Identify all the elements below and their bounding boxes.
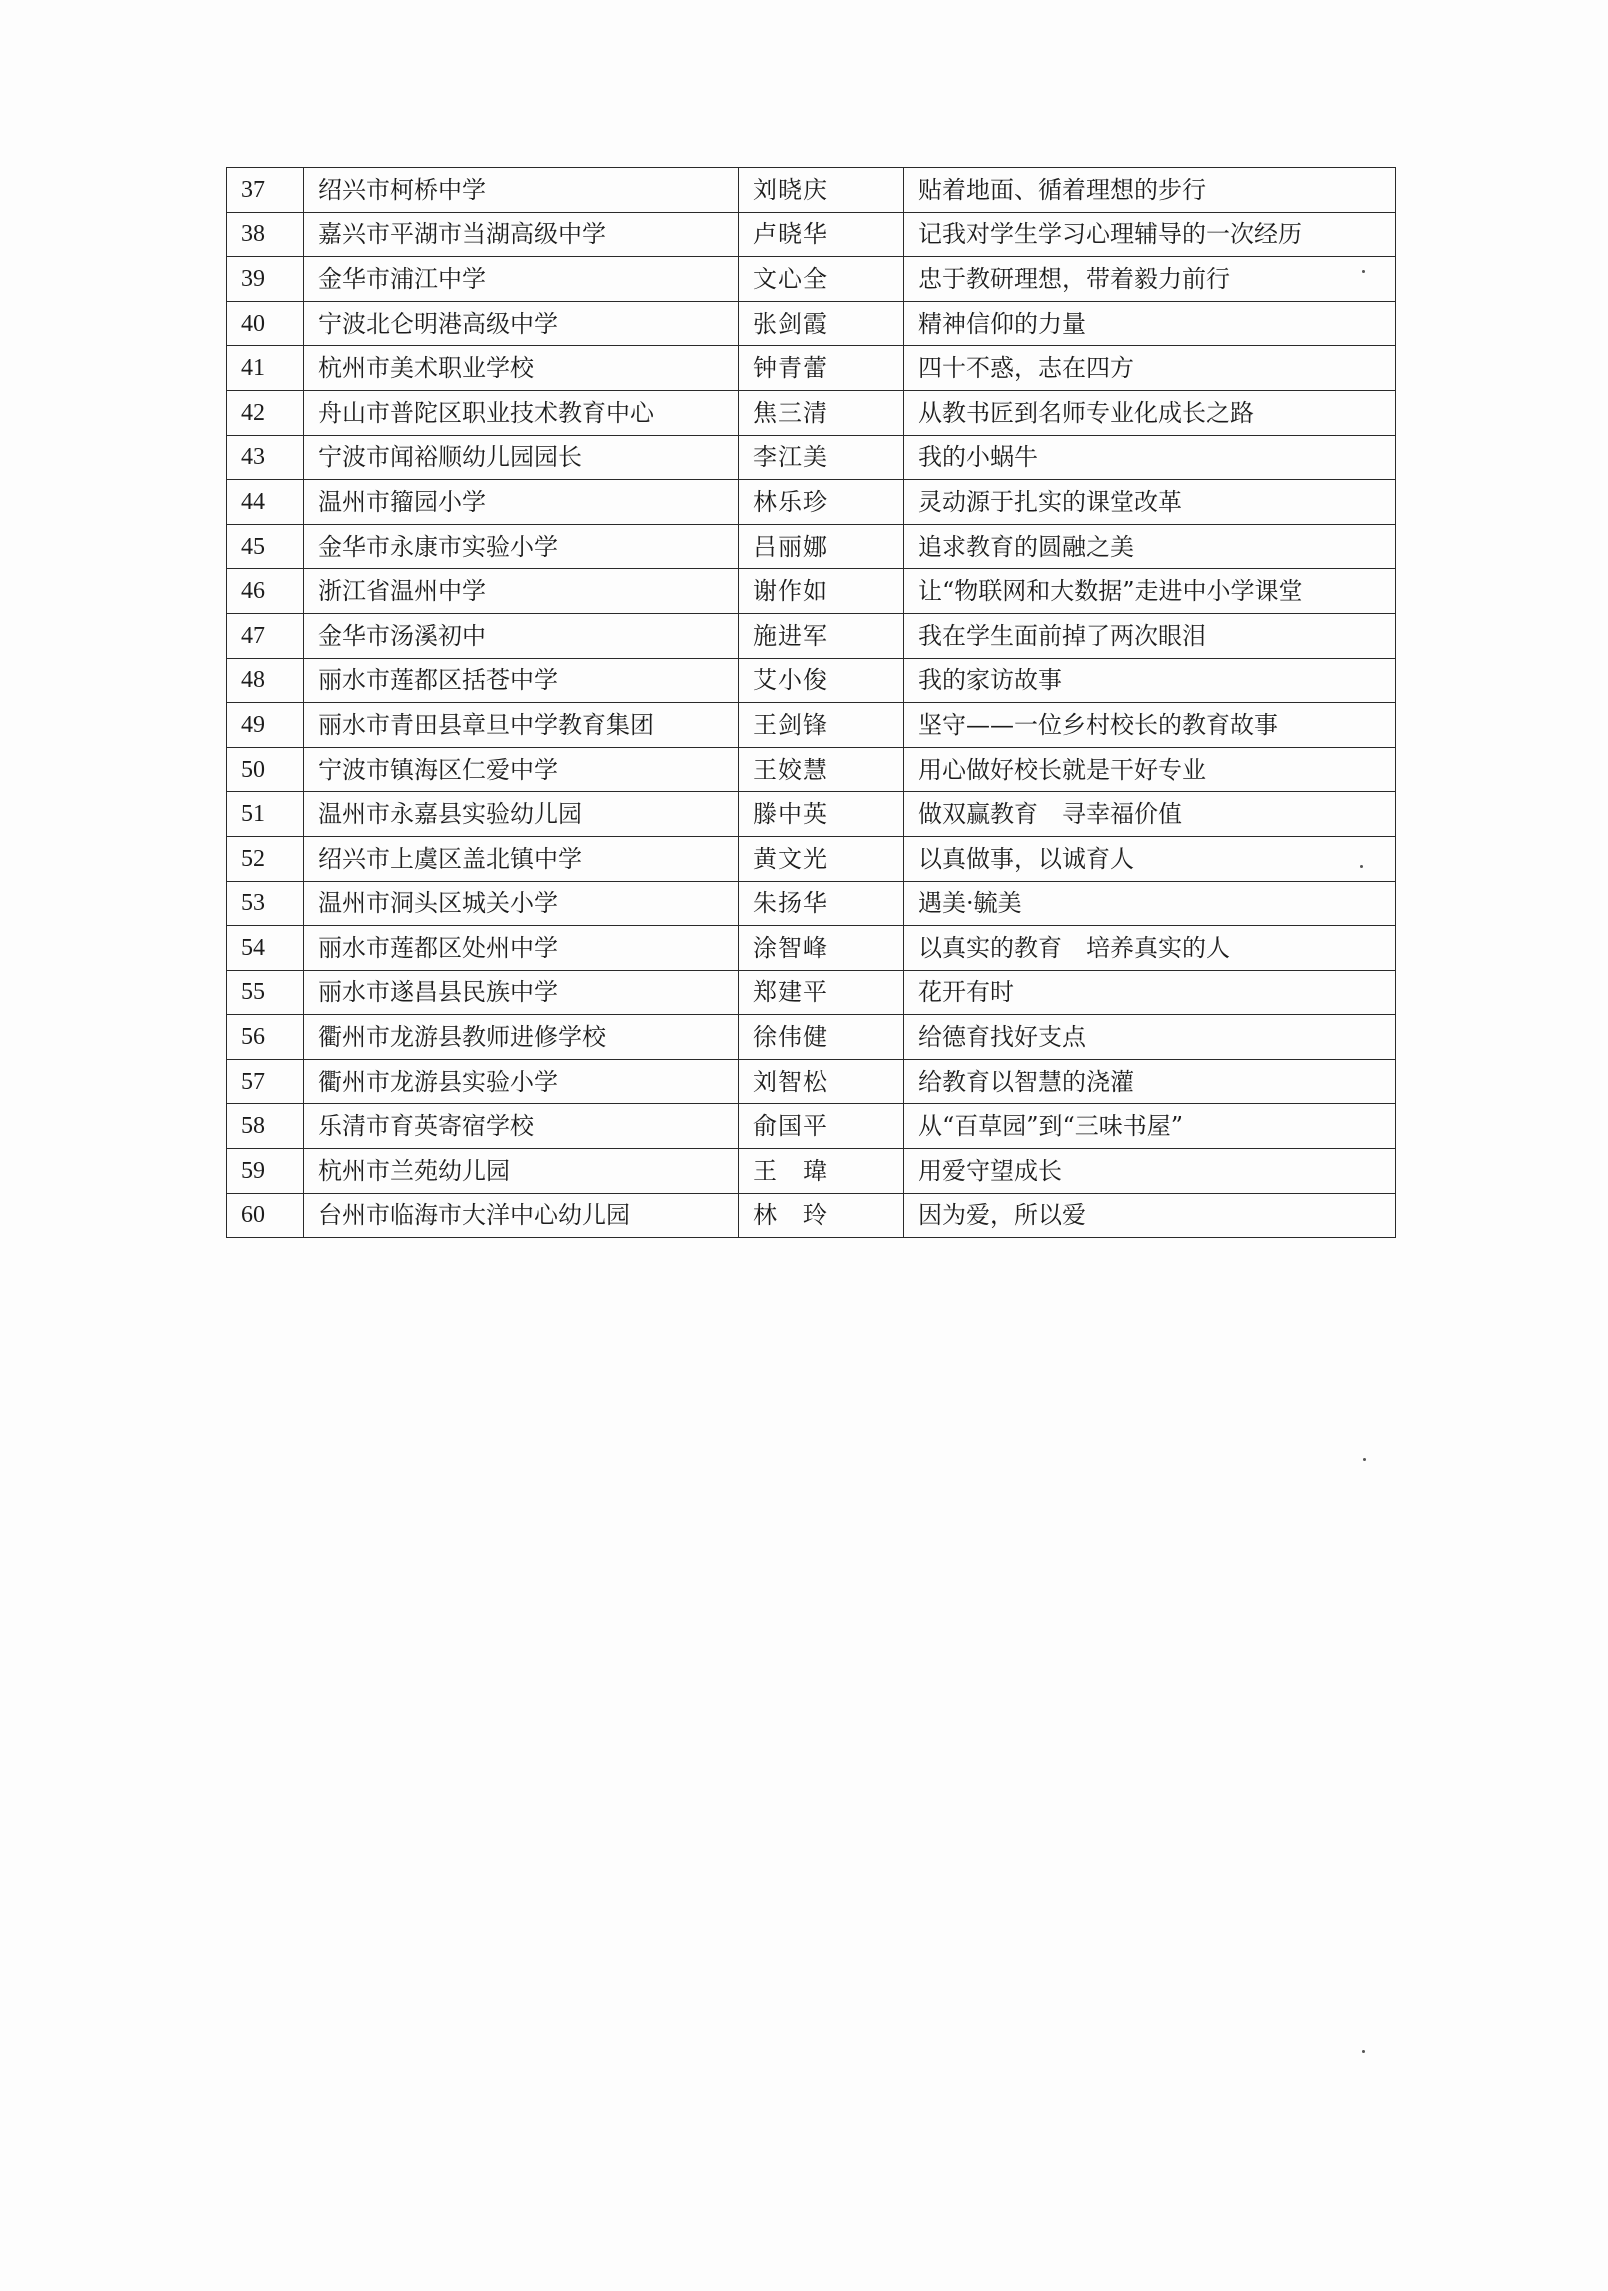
table-row <box>227 390 1396 435</box>
row-number: 38 <box>227 212 304 257</box>
row-number: 39 <box>227 257 304 302</box>
person-name: 滕中英 <box>739 792 904 837</box>
story-title: 以真做事，以诚育人 <box>904 836 1396 881</box>
school-name: 金华市浦江中学 <box>304 257 739 302</box>
table-row <box>227 1193 1396 1238</box>
award-list-table <box>226 167 1396 1238</box>
school-name: 丽水市遂昌县民族中学 <box>304 970 739 1015</box>
row-number: 57 <box>227 1059 304 1104</box>
person-name: 刘晓庆 <box>739 168 904 213</box>
school-name: 衢州市龙游县教师进修学校 <box>304 1015 739 1060</box>
person-name: 吕丽娜 <box>739 524 904 569</box>
person-name: 艾小俊 <box>739 658 904 703</box>
person-name: 焦三清 <box>739 390 904 435</box>
table-row <box>227 524 1396 569</box>
row-number: 53 <box>227 881 304 926</box>
story-title: 用心做好校长就是干好专业 <box>904 747 1396 792</box>
person-name: 李江美 <box>739 435 904 480</box>
scan-speck <box>1360 865 1363 868</box>
story-title: 以真实的教育 培养真实的人 <box>904 926 1396 971</box>
person-name: 文心全 <box>739 257 904 302</box>
row-number: 48 <box>227 658 304 703</box>
person-name: 施进军 <box>739 613 904 658</box>
school-name: 浙江省温州中学 <box>304 569 739 614</box>
story-title: 用爱守望成长 <box>904 1149 1396 1194</box>
school-name: 丽水市青田县章旦中学教育集团 <box>304 703 739 748</box>
person-name: 俞国平 <box>739 1104 904 1149</box>
row-number: 40 <box>227 301 304 346</box>
table-row <box>227 703 1396 748</box>
row-number: 51 <box>227 792 304 837</box>
story-title: 给教育以智慧的浇灌 <box>904 1059 1396 1104</box>
school-name: 乐清市育英寄宿学校 <box>304 1104 739 1149</box>
school-name: 温州市洞头区城关小学 <box>304 881 739 926</box>
story-title: 精神信仰的力量 <box>904 301 1396 346</box>
row-number: 56 <box>227 1015 304 1060</box>
school-name: 杭州市兰苑幼儿园 <box>304 1149 739 1194</box>
story-title: 灵动源于扎实的课堂改革 <box>904 480 1396 525</box>
story-title: 因为爱，所以爱 <box>904 1193 1396 1238</box>
table-row <box>227 1015 1396 1060</box>
person-name: 王 瑋 <box>739 1149 904 1194</box>
table-row <box>227 301 1396 346</box>
story-title: 贴着地面、循着理想的步行 <box>904 168 1396 213</box>
person-name: 朱扬华 <box>739 881 904 926</box>
row-number: 45 <box>227 524 304 569</box>
table-row <box>227 168 1396 213</box>
story-title: 花开有时 <box>904 970 1396 1015</box>
school-name: 温州市籀园小学 <box>304 480 739 525</box>
school-name: 衢州市龙游县实验小学 <box>304 1059 739 1104</box>
table-row <box>227 257 1396 302</box>
school-name: 宁波市闻裕顺幼儿园园长 <box>304 435 739 480</box>
person-name: 徐伟健 <box>739 1015 904 1060</box>
row-number: 42 <box>227 390 304 435</box>
story-title: 从教书匠到名师专业化成长之路 <box>904 390 1396 435</box>
table-row <box>227 970 1396 1015</box>
row-number: 43 <box>227 435 304 480</box>
row-number: 49 <box>227 703 304 748</box>
school-name: 宁波市镇海区仁爱中学 <box>304 747 739 792</box>
table-row <box>227 792 1396 837</box>
school-name: 杭州市美术职业学校 <box>304 346 739 391</box>
scan-speck <box>1362 270 1365 273</box>
table-row <box>227 1059 1396 1104</box>
story-title: 记我对学生学习心理辅导的一次经历 <box>904 212 1396 257</box>
row-number: 55 <box>227 970 304 1015</box>
row-number: 47 <box>227 613 304 658</box>
school-name: 舟山市普陀区职业技术教育中心 <box>304 390 739 435</box>
school-name: 金华市汤溪初中 <box>304 613 739 658</box>
story-title: 四十不惑，志在四方 <box>904 346 1396 391</box>
person-name: 郑建平 <box>739 970 904 1015</box>
table-row <box>227 212 1396 257</box>
story-title: 我在学生面前掉了两次眼泪 <box>904 613 1396 658</box>
person-name: 张剑霞 <box>739 301 904 346</box>
story-title: 追求教育的圆融之美 <box>904 524 1396 569</box>
row-number: 59 <box>227 1149 304 1194</box>
row-number: 50 <box>227 747 304 792</box>
person-name: 林乐珍 <box>739 480 904 525</box>
person-name: 谢作如 <box>739 569 904 614</box>
school-name: 宁波北仑明港高级中学 <box>304 301 739 346</box>
person-name: 卢晓华 <box>739 212 904 257</box>
school-name: 金华市永康市实验小学 <box>304 524 739 569</box>
school-name: 嘉兴市平湖市当湖高级中学 <box>304 212 739 257</box>
person-name: 刘智松 <box>739 1059 904 1104</box>
row-number: 46 <box>227 569 304 614</box>
school-name: 丽水市莲都区处州中学 <box>304 926 739 971</box>
table-row <box>227 613 1396 658</box>
row-number: 41 <box>227 346 304 391</box>
table-row <box>227 480 1396 525</box>
story-title: 坚守——一位乡村校长的教育故事 <box>904 703 1396 748</box>
row-number: 58 <box>227 1104 304 1149</box>
story-title: 遇美·毓美 <box>904 881 1396 926</box>
story-title: 做双赢教育 寻幸福价值 <box>904 792 1396 837</box>
table-row <box>227 881 1396 926</box>
scan-speck <box>1362 2050 1365 2053</box>
story-title: 给德育找好支点 <box>904 1015 1396 1060</box>
person-name: 黄文光 <box>739 836 904 881</box>
table-row <box>227 1149 1396 1194</box>
table-row <box>227 1104 1396 1149</box>
story-title: 我的小蜗牛 <box>904 435 1396 480</box>
table-row <box>227 346 1396 391</box>
table-row <box>227 926 1396 971</box>
row-number: 37 <box>227 168 304 213</box>
person-name: 林 玲 <box>739 1193 904 1238</box>
scan-speck <box>1363 1458 1366 1461</box>
table-row <box>227 569 1396 614</box>
table-row <box>227 435 1396 480</box>
story-title: 我的家访故事 <box>904 658 1396 703</box>
school-name: 台州市临海市大洋中心幼儿园 <box>304 1193 739 1238</box>
story-title: 让“物联网和大数据”走进中小学课堂 <box>904 569 1396 614</box>
school-name: 绍兴市柯桥中学 <box>304 168 739 213</box>
story-title: 从“百草园”到“三味书屋” <box>904 1104 1396 1149</box>
row-number: 54 <box>227 926 304 971</box>
table-row <box>227 747 1396 792</box>
school-name: 温州市永嘉县实验幼儿园 <box>304 792 739 837</box>
school-name: 绍兴市上虞区盖北镇中学 <box>304 836 739 881</box>
school-name: 丽水市莲都区括苍中学 <box>304 658 739 703</box>
story-title: 忠于教研理想，带着毅力前行 <box>904 257 1396 302</box>
row-number: 60 <box>227 1193 304 1238</box>
table-row <box>227 658 1396 703</box>
person-name: 涂智峰 <box>739 926 904 971</box>
row-number: 52 <box>227 836 304 881</box>
table-row <box>227 836 1396 881</box>
table-body <box>227 168 1396 1238</box>
person-name: 钟青蕾 <box>739 346 904 391</box>
row-number: 44 <box>227 480 304 525</box>
person-name: 王姣慧 <box>739 747 904 792</box>
person-name: 王剑锋 <box>739 703 904 748</box>
